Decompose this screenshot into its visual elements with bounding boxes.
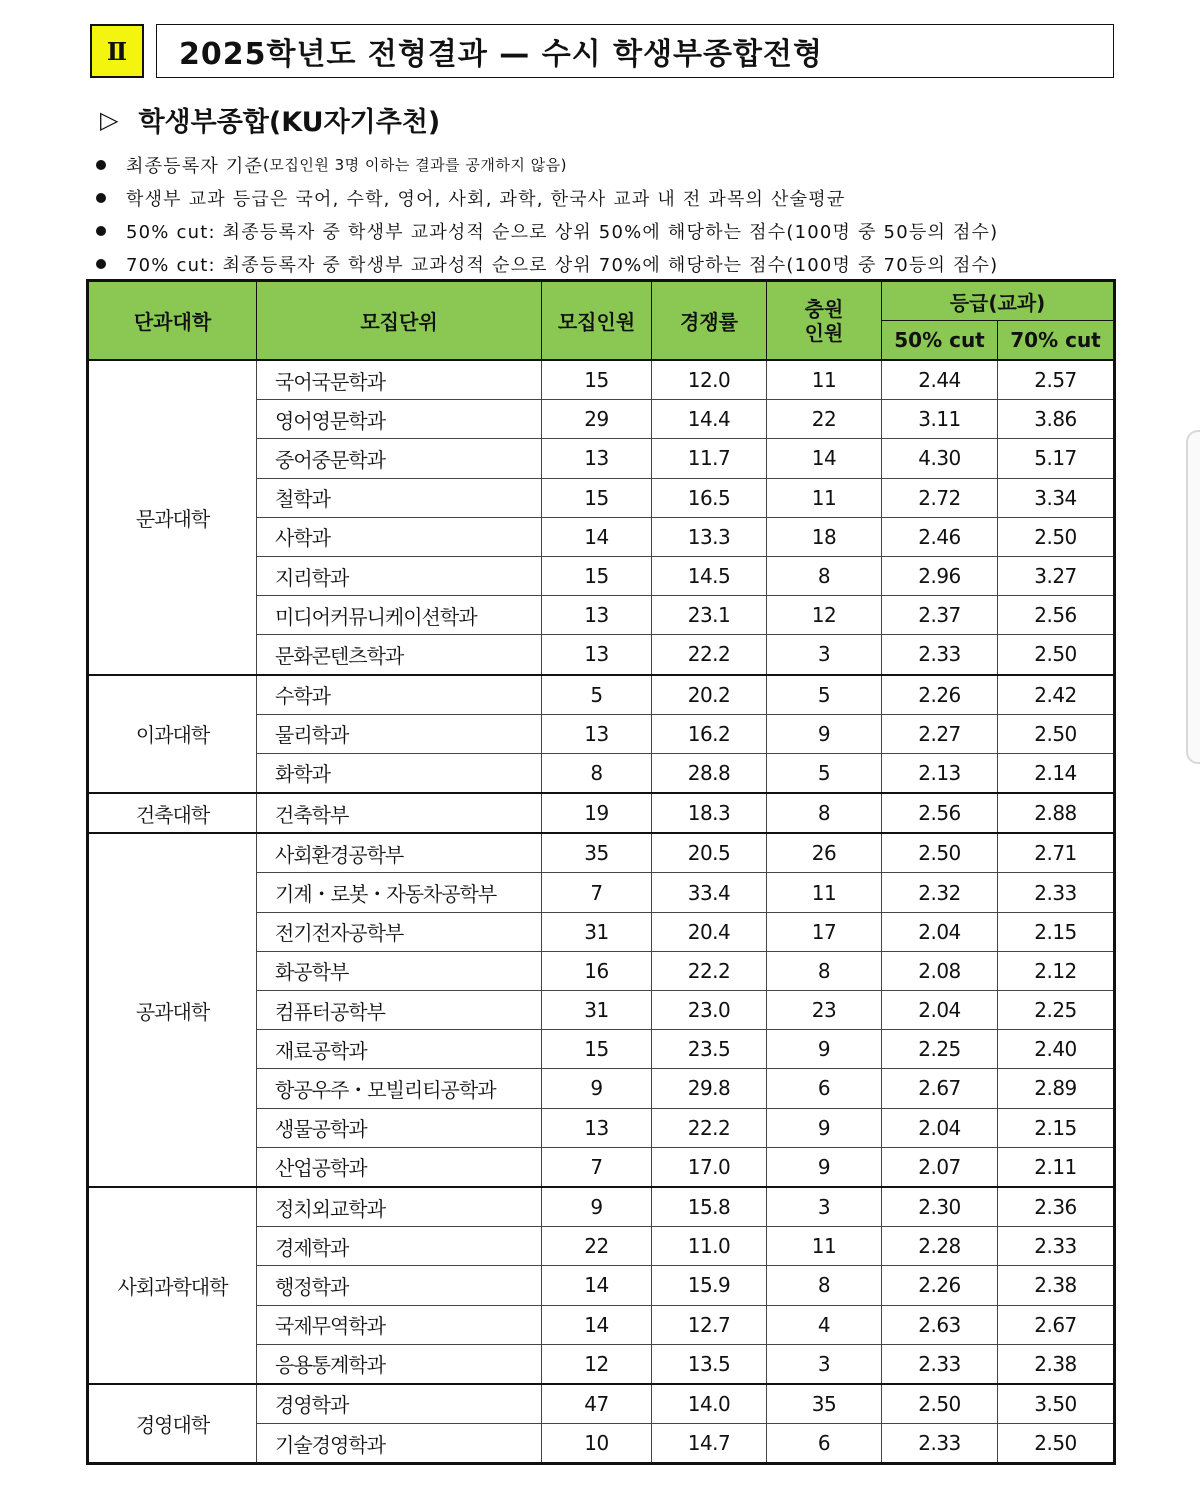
dept-cell: 생물공학과 bbox=[257, 1108, 542, 1147]
filled-cell: 8 bbox=[767, 1266, 882, 1305]
chapter-badge: Ⅱ bbox=[90, 24, 144, 78]
cut70-cell: 2.40 bbox=[998, 1030, 1115, 1069]
dept-cell: 화학과 bbox=[257, 753, 542, 793]
quota-cell: 31 bbox=[542, 991, 652, 1030]
header-ratio: 경쟁률 bbox=[652, 281, 767, 361]
dept-cell: 사학과 bbox=[257, 517, 542, 556]
filled-cell: 9 bbox=[767, 1147, 882, 1187]
filled-cell: 5 bbox=[767, 675, 882, 715]
note-text: 50% cut: 최종등록자 중 학생부 교과성적 순으로 상위 50%에 해당하는 점수(100명 중 50등의 점수) bbox=[126, 221, 999, 243]
ratio-cell: 12.0 bbox=[652, 360, 767, 400]
section-title: 학생부종합(KU자기추천) bbox=[138, 107, 441, 138]
cut50-cell: 2.33 bbox=[882, 1344, 998, 1384]
dept-cell: 수학과 bbox=[257, 675, 542, 715]
ratio-cell: 14.0 bbox=[652, 1384, 767, 1424]
filled-cell: 3 bbox=[767, 1344, 882, 1384]
cut50-cell: 2.07 bbox=[882, 1147, 998, 1187]
quota-cell: 7 bbox=[542, 1147, 652, 1187]
table-row bbox=[88, 675, 1115, 715]
ratio-cell: 15.8 bbox=[652, 1187, 767, 1227]
table-row bbox=[88, 1187, 1115, 1227]
dept-cell: 경제학과 bbox=[257, 1227, 542, 1266]
bullet-icon bbox=[96, 160, 106, 170]
header-college: 단과대학 bbox=[88, 281, 257, 361]
quota-cell: 14 bbox=[542, 517, 652, 556]
header-filled: 충원 인원 bbox=[767, 281, 882, 361]
quota-cell: 22 bbox=[542, 1227, 652, 1266]
filled-cell: 26 bbox=[767, 833, 882, 873]
cut70-cell: 2.50 bbox=[998, 714, 1115, 753]
table-row bbox=[88, 1384, 1115, 1424]
filled-cell: 8 bbox=[767, 951, 882, 990]
title-bar bbox=[90, 24, 1114, 80]
note-text: 학생부 교과 등급은 국어, 수학, 영어, 사회, 과학, 한국사 교과 내 전 과목의 산술평균 bbox=[126, 188, 846, 210]
filled-cell: 11 bbox=[767, 1227, 882, 1266]
table-body bbox=[88, 360, 1115, 1464]
header-grade: 등급(교과) bbox=[882, 281, 1115, 321]
dept-cell: 영어영문학과 bbox=[257, 400, 542, 439]
ratio-cell: 11.0 bbox=[652, 1227, 767, 1266]
cut50-cell: 2.27 bbox=[882, 714, 998, 753]
bullet-icon bbox=[96, 259, 106, 269]
cut50-cell: 2.30 bbox=[882, 1187, 998, 1227]
cut70-cell: 2.36 bbox=[998, 1187, 1115, 1227]
quota-cell: 14 bbox=[542, 1266, 652, 1305]
cut70-cell: 2.57 bbox=[998, 360, 1115, 400]
cut70-cell: 2.15 bbox=[998, 912, 1115, 951]
section-heading bbox=[100, 100, 440, 139]
quota-cell: 16 bbox=[542, 951, 652, 990]
filled-cell: 4 bbox=[767, 1305, 882, 1344]
cut70-cell: 2.88 bbox=[998, 793, 1115, 833]
dept-cell: 경영학과 bbox=[257, 1384, 542, 1424]
dept-cell: 응용통계학과 bbox=[257, 1344, 542, 1384]
cut70-cell: 2.67 bbox=[998, 1305, 1115, 1344]
cut70-cell: 2.50 bbox=[998, 517, 1115, 556]
note-text: 최종등록자 기준 bbox=[126, 155, 264, 177]
header-quota: 모집인원 bbox=[542, 281, 652, 361]
cut70-cell: 2.14 bbox=[998, 753, 1115, 793]
ratio-cell: 18.3 bbox=[652, 793, 767, 833]
quota-cell: 10 bbox=[542, 1424, 652, 1464]
quota-cell: 7 bbox=[542, 873, 652, 912]
cut50-cell: 4.30 bbox=[882, 439, 998, 478]
cut70-cell: 2.11 bbox=[998, 1147, 1115, 1187]
cut50-cell: 2.96 bbox=[882, 556, 998, 595]
quota-cell: 29 bbox=[542, 400, 652, 439]
ratio-cell: 20.4 bbox=[652, 912, 767, 951]
ratio-cell: 14.4 bbox=[652, 400, 767, 439]
quota-cell: 9 bbox=[542, 1069, 652, 1108]
cut70-cell: 3.34 bbox=[998, 478, 1115, 517]
filled-cell: 9 bbox=[767, 1108, 882, 1147]
cut70-cell: 2.71 bbox=[998, 833, 1115, 873]
filled-cell: 23 bbox=[767, 991, 882, 1030]
dept-cell: 건축학부 bbox=[257, 793, 542, 833]
dept-cell: 컴퓨터공학부 bbox=[257, 991, 542, 1030]
cut50-cell: 2.33 bbox=[882, 635, 998, 675]
dept-cell: 미디어커뮤니케이션학과 bbox=[257, 596, 542, 635]
ratio-cell: 15.9 bbox=[652, 1266, 767, 1305]
quota-cell: 5 bbox=[542, 675, 652, 715]
cut50-cell: 3.11 bbox=[882, 400, 998, 439]
dept-cell: 산업공학과 bbox=[257, 1147, 542, 1187]
cut70-cell: 2.56 bbox=[998, 596, 1115, 635]
filled-cell: 11 bbox=[767, 873, 882, 912]
ratio-cell: 22.2 bbox=[652, 1108, 767, 1147]
dept-cell: 기계・로봇・자동차공학부 bbox=[257, 873, 542, 912]
cut50-cell: 2.72 bbox=[882, 478, 998, 517]
college-cell: 건축대학 bbox=[88, 793, 257, 833]
quota-cell: 13 bbox=[542, 439, 652, 478]
filled-cell: 11 bbox=[767, 360, 882, 400]
filled-cell: 5 bbox=[767, 753, 882, 793]
cut70-cell: 2.50 bbox=[998, 635, 1115, 675]
cut70-cell: 5.17 bbox=[998, 439, 1115, 478]
ratio-cell: 13.5 bbox=[652, 1344, 767, 1384]
filled-cell: 3 bbox=[767, 635, 882, 675]
quota-cell: 35 bbox=[542, 833, 652, 873]
dept-cell: 국어국문학과 bbox=[257, 360, 542, 400]
cut70-cell: 2.50 bbox=[998, 1424, 1115, 1464]
ratio-cell: 23.1 bbox=[652, 596, 767, 635]
cut50-cell: 2.46 bbox=[882, 517, 998, 556]
table-row bbox=[88, 833, 1115, 873]
ratio-cell: 28.8 bbox=[652, 753, 767, 793]
cut50-cell: 2.67 bbox=[882, 1069, 998, 1108]
filled-cell: 8 bbox=[767, 793, 882, 833]
bullet-icon bbox=[96, 193, 106, 203]
cut50-cell: 2.63 bbox=[882, 1305, 998, 1344]
filled-cell: 8 bbox=[767, 556, 882, 595]
table-row bbox=[88, 360, 1115, 400]
quota-cell: 31 bbox=[542, 912, 652, 951]
notes-list bbox=[96, 148, 1106, 280]
filled-cell: 9 bbox=[767, 1030, 882, 1069]
ratio-cell: 22.2 bbox=[652, 635, 767, 675]
note-item bbox=[96, 148, 1106, 181]
cut50-cell: 2.04 bbox=[882, 912, 998, 951]
cut50-cell: 2.13 bbox=[882, 753, 998, 793]
cut70-cell: 3.27 bbox=[998, 556, 1115, 595]
note-item bbox=[96, 214, 1106, 247]
header-dept: 모집단위 bbox=[257, 281, 542, 361]
quota-cell: 14 bbox=[542, 1305, 652, 1344]
quota-cell: 15 bbox=[542, 360, 652, 400]
note-item bbox=[96, 181, 1106, 214]
cut50-cell: 2.50 bbox=[882, 1384, 998, 1424]
header-cut70: 70% cut bbox=[998, 321, 1115, 361]
dept-cell: 국제무역학과 bbox=[257, 1305, 542, 1344]
college-cell: 공과대학 bbox=[88, 833, 257, 1187]
ratio-cell: 16.2 bbox=[652, 714, 767, 753]
ratio-cell: 33.4 bbox=[652, 873, 767, 912]
filled-cell: 3 bbox=[767, 1187, 882, 1227]
filled-cell: 18 bbox=[767, 517, 882, 556]
dept-cell: 기술경영학과 bbox=[257, 1424, 542, 1464]
filled-cell: 9 bbox=[767, 714, 882, 753]
ratio-cell: 29.8 bbox=[652, 1069, 767, 1108]
dept-cell: 사회환경공학부 bbox=[257, 833, 542, 873]
quota-cell: 8 bbox=[542, 753, 652, 793]
cut50-cell: 2.25 bbox=[882, 1030, 998, 1069]
ratio-cell: 17.0 bbox=[652, 1147, 767, 1187]
cut50-cell: 2.26 bbox=[882, 1266, 998, 1305]
dept-cell: 철학과 bbox=[257, 478, 542, 517]
filled-cell: 6 bbox=[767, 1069, 882, 1108]
quota-cell: 15 bbox=[542, 556, 652, 595]
results-table bbox=[86, 279, 1116, 1465]
college-cell: 사회과학대학 bbox=[88, 1187, 257, 1384]
dept-cell: 화공학부 bbox=[257, 951, 542, 990]
college-cell: 문과대학 bbox=[88, 360, 257, 675]
cut70-cell: 2.42 bbox=[998, 675, 1115, 715]
filled-cell: 22 bbox=[767, 400, 882, 439]
cut70-cell: 2.38 bbox=[998, 1266, 1115, 1305]
cut50-cell: 2.44 bbox=[882, 360, 998, 400]
page-title: 2025학년도 전형결과 — 수시 학생부종합전형 bbox=[156, 24, 1114, 78]
college-cell: 이과대학 bbox=[88, 675, 257, 794]
dept-cell: 지리학과 bbox=[257, 556, 542, 595]
cut50-cell: 2.28 bbox=[882, 1227, 998, 1266]
filled-cell: 14 bbox=[767, 439, 882, 478]
cut50-cell: 2.08 bbox=[882, 951, 998, 990]
dept-cell: 항공우주・모빌리티공학과 bbox=[257, 1069, 542, 1108]
quota-cell: 13 bbox=[542, 1108, 652, 1147]
ratio-cell: 20.5 bbox=[652, 833, 767, 873]
cut50-cell: 2.26 bbox=[882, 675, 998, 715]
cut50-cell: 2.32 bbox=[882, 873, 998, 912]
cut70-cell: 2.89 bbox=[998, 1069, 1115, 1108]
cut70-cell: 2.33 bbox=[998, 873, 1115, 912]
cut50-cell: 2.33 bbox=[882, 1424, 998, 1464]
ratio-cell: 12.7 bbox=[652, 1305, 767, 1344]
dept-cell: 물리학과 bbox=[257, 714, 542, 753]
quota-cell: 13 bbox=[542, 714, 652, 753]
table-row bbox=[88, 793, 1115, 833]
cut50-cell: 2.50 bbox=[882, 833, 998, 873]
dept-cell: 전기전자공학부 bbox=[257, 912, 542, 951]
cut70-cell: 2.25 bbox=[998, 991, 1115, 1030]
cut70-cell: 2.38 bbox=[998, 1344, 1115, 1384]
ratio-cell: 16.5 bbox=[652, 478, 767, 517]
ratio-cell: 13.3 bbox=[652, 517, 767, 556]
triangle-icon: ▷ bbox=[100, 105, 119, 134]
note-subtext: (모집인원 3명 이하는 결과를 공개하지 않음) bbox=[263, 156, 567, 174]
quota-cell: 19 bbox=[542, 793, 652, 833]
filled-cell: 12 bbox=[767, 596, 882, 635]
ratio-cell: 14.7 bbox=[652, 1424, 767, 1464]
dept-cell: 문화콘텐츠학과 bbox=[257, 635, 542, 675]
ratio-cell: 11.7 bbox=[652, 439, 767, 478]
cut50-cell: 2.37 bbox=[882, 596, 998, 635]
quota-cell: 12 bbox=[542, 1344, 652, 1384]
quota-cell: 9 bbox=[542, 1187, 652, 1227]
scroll-handle[interactable] bbox=[1186, 430, 1200, 764]
cut70-cell: 2.33 bbox=[998, 1227, 1115, 1266]
quota-cell: 15 bbox=[542, 1030, 652, 1069]
ratio-cell: 23.5 bbox=[652, 1030, 767, 1069]
note-item bbox=[96, 247, 1106, 280]
ratio-cell: 14.5 bbox=[652, 556, 767, 595]
cut50-cell: 2.04 bbox=[882, 991, 998, 1030]
filled-cell: 17 bbox=[767, 912, 882, 951]
cut50-cell: 2.56 bbox=[882, 793, 998, 833]
cut70-cell: 3.86 bbox=[998, 400, 1115, 439]
dept-cell: 중어중문학과 bbox=[257, 439, 542, 478]
filled-cell: 6 bbox=[767, 1424, 882, 1464]
quota-cell: 47 bbox=[542, 1384, 652, 1424]
filled-cell: 11 bbox=[767, 478, 882, 517]
cut70-cell: 3.50 bbox=[998, 1384, 1115, 1424]
filled-cell: 35 bbox=[767, 1384, 882, 1424]
dept-cell: 정치외교학과 bbox=[257, 1187, 542, 1227]
ratio-cell: 22.2 bbox=[652, 951, 767, 990]
quota-cell: 13 bbox=[542, 635, 652, 675]
college-cell: 경영대학 bbox=[88, 1384, 257, 1464]
bullet-icon bbox=[96, 226, 106, 236]
dept-cell: 재료공학과 bbox=[257, 1030, 542, 1069]
cut70-cell: 2.15 bbox=[998, 1108, 1115, 1147]
quota-cell: 13 bbox=[542, 596, 652, 635]
quota-cell: 15 bbox=[542, 478, 652, 517]
ratio-cell: 23.0 bbox=[652, 991, 767, 1030]
ratio-cell: 20.2 bbox=[652, 675, 767, 715]
cut50-cell: 2.04 bbox=[882, 1108, 998, 1147]
dept-cell: 행정학과 bbox=[257, 1266, 542, 1305]
cut70-cell: 2.12 bbox=[998, 951, 1115, 990]
note-text: 70% cut: 최종등록자 중 학생부 교과성적 순으로 상위 70%에 해당하는 점수(100명 중 70등의 점수) bbox=[126, 254, 999, 276]
header-cut50: 50% cut bbox=[882, 321, 998, 361]
